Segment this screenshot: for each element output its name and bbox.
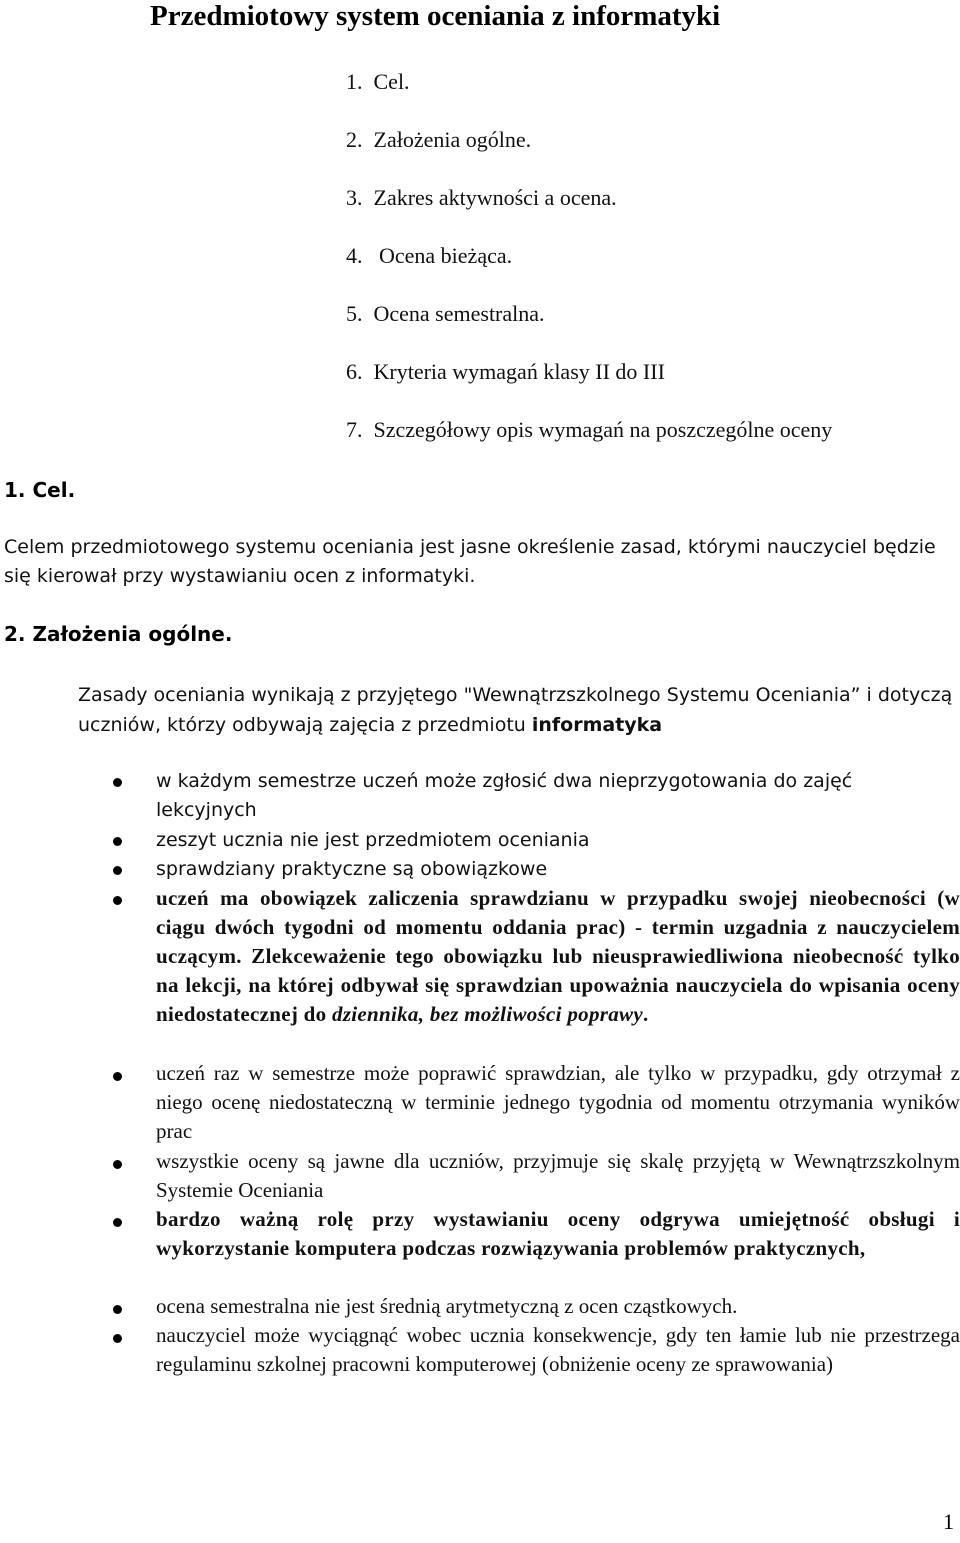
toc-label: Założenia ogólne. <box>373 127 532 152</box>
toc-item <box>346 68 410 96</box>
list-item-text-italic: dziennika, bez możliwości poprawy <box>332 1002 643 1026</box>
bullet-icon <box>113 896 122 905</box>
toc-number: 1. <box>346 69 363 94</box>
toc-label: Ocena bieżąca. <box>373 243 513 268</box>
list-item-text-main: uczeń ma obowiązek zaliczenia sprawdzianu w przypadku swojej nieobecności (w ciągu dwóch tygodni od momentu oddania prac) - termin uzgadnia z nauczycielem uczącym. Zlekceważenie tego obowiązku lub nieusprawiedliwiona nieobecność tylko na lekcji, na której odbywał się sprawdzian upoważnia nauczyciela do wpisania oceny niedostatecznej do <box>156 886 960 1026</box>
bullet-icon <box>113 1072 122 1081</box>
toc-number: 2. <box>346 127 363 152</box>
document-title: Przedmiotowy system oceniania z informatyki <box>150 0 721 32</box>
toc-number: 3. <box>346 185 363 210</box>
list-item-text <box>156 884 960 1029</box>
list-item-text: nauczyciel może wyciągnąć wobec ucznia konsekwencje, gdy ten łamie lub nie przestrzega regulaminu szkolnej pracowni komputerowej (obniżenie oceny ze sprawowania) <box>156 1323 960 1376</box>
toc-item <box>346 416 832 444</box>
toc-item <box>346 242 512 270</box>
section-heading-zalozenia: 2. Założenia ogólne. <box>4 622 233 646</box>
bullet-icon <box>113 866 122 875</box>
section-heading-cel: 1. Cel. <box>4 478 76 502</box>
list-item-text: wszystkie oceny są jawne dla uczniów, przyjmuje się skalę przyjętą w Wewnątrzszkolnym Systemie Oceniania <box>156 1149 960 1202</box>
toc-number: 7. <box>346 417 363 442</box>
bullet-icon <box>113 778 122 787</box>
bullet-icon <box>113 837 122 846</box>
toc-label: Szczegółowy opis wymagań na poszczególne oceny <box>373 417 833 442</box>
toc-number: 5. <box>346 301 363 326</box>
section-zalozenia-intro <box>78 680 958 740</box>
toc-number: 6. <box>346 359 363 384</box>
bullet-icon <box>113 1218 122 1227</box>
toc-item <box>346 300 545 328</box>
toc-label: Zakres aktywności a ocena. <box>373 185 617 210</box>
list-item-text: bardzo ważną rolę przy wystawianiu oceny odgrywa umiejętność obsługi i wykorzystanie komputera podczas rozwiązywania problemów praktycznych, <box>156 1207 960 1260</box>
bullet-icon <box>113 1334 122 1343</box>
toc-number: 4. <box>346 243 363 268</box>
bullet-icon <box>113 1305 122 1314</box>
intro-text: Zasady oceniania wynikają z przyjętego "Wewnątrzszkolnego Systemu Oceniania” i dotyczą uczniów, którzy odbywają zajęcia z przedmiotu <box>78 684 953 736</box>
intro-bold-text: informatyka <box>531 714 663 736</box>
list-item-text: uczeń raz w semestrze może poprawić sprawdzian, ale tylko w przypadku, gdy otrzymał z niego ocenę niedostateczną w terminie jednego tygodnia od momentu otrzymania wyników prac <box>156 1061 960 1143</box>
list-item-text: sprawdziany praktyczne są obowiązkowe <box>156 858 548 880</box>
list-item-text: w każdym semestrze uczeń może zgłosić dwa nieprzygotowania do zajęć lekcyjnych <box>156 770 853 821</box>
list-item-text: ocena semestralna nie jest średnią arytmetyczną z ocen cząstkowych. <box>156 1294 738 1318</box>
list-item-text: zeszyt ucznia nie jest przedmiotem oceniania <box>156 829 590 851</box>
toc-label: Kryteria wymagań klasy II do III <box>373 359 665 384</box>
bullet-icon <box>113 1160 122 1169</box>
toc-label: Ocena semestralna. <box>373 301 545 326</box>
toc-item <box>346 126 531 154</box>
toc-item <box>346 184 617 212</box>
section-cel-text: Celem przedmiotowego systemu oceniania jest jasne określenie zasad, którymi nauczyciel będzie się kierował przy wystawianiu ocen z informatyki. <box>4 536 936 587</box>
list-item-text-end: . <box>642 1002 649 1026</box>
toc-item <box>346 358 665 386</box>
page-number: 1 <box>943 1509 954 1534</box>
toc-label: Cel. <box>373 69 410 94</box>
